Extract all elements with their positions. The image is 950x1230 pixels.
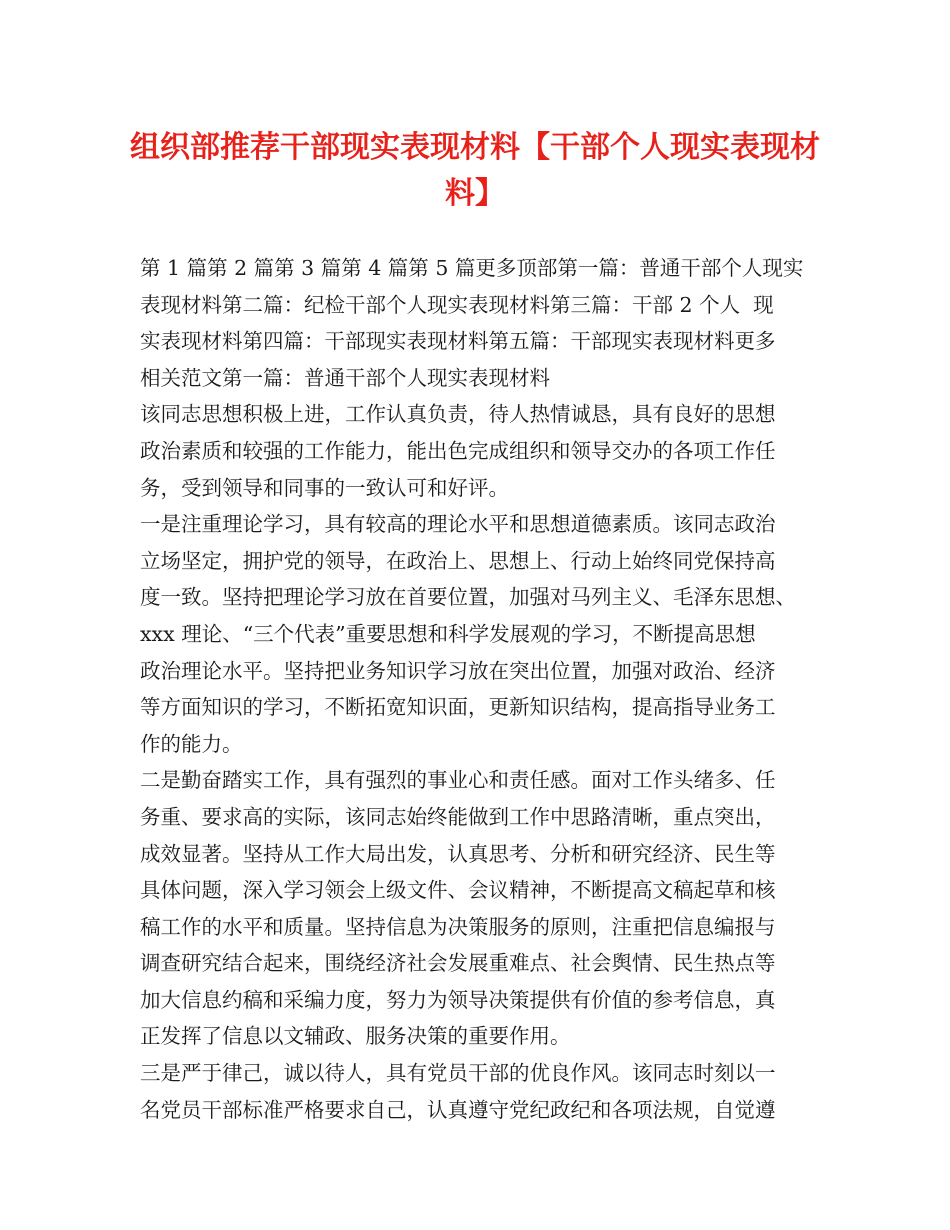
body-line: 度一致。坚持把理论学习放在首要位置，加强对马列主义、毛泽东思想、 (140, 585, 796, 610)
body-line: 政治素质和较强的工作能力，能出色完成组织和领导交办的各项工作任 (140, 438, 776, 463)
document-title (120, 125, 830, 217)
body-line: 表现材料第二篇：纪检干部个人现实表现材料第三篇：干部 2 个人 现 (140, 292, 774, 317)
body-line: xxx 理论、“三个代表”重要思想和科学发展观的学习，不断提高思想 (140, 621, 756, 646)
body-line: 等方面知识的学习，不断拓宽知识面，更新知识结构，提高指导业务工 (140, 695, 776, 720)
title-line-2: 料】 (445, 176, 505, 211)
body-line: 二是勤奋踏实工作，具有强烈的事业心和责任感。面对工作头绪多、任 (140, 768, 776, 793)
body-line: 务重、要求高的实际，该同志始终能做到工作中思路清晰，重点突出， (140, 804, 776, 829)
body-line: 成效显著。坚持从工作大局出发，认真思考、分析和研究经济、民生等 (140, 841, 776, 866)
document-body (140, 250, 820, 1128)
body-line: 立场坚定，拥护党的领导，在政治上、思想上、行动上始终同党保持高 (140, 548, 776, 573)
body-line: 名党员干部标准严格要求自己，认真遵守党纪政纪和各项法规，自觉遵 (140, 1097, 776, 1122)
body-line: 正发挥了信息以文辅政、服务决策的重要作用。 (140, 1024, 571, 1049)
body-line: 调查研究结合起来，围绕经济社会发展重难点、社会舆情、民生热点等 (140, 951, 776, 976)
body-line: 作的能力。 (140, 731, 243, 756)
body-line: 该同志思想积极上进，工作认真负责，待人热情诚恳，具有良好的思想 (140, 402, 776, 427)
body-line: 加大信息约稿和采编力度，努力为领导决策提供有价值的参考信息，真 (140, 987, 776, 1012)
body-line: 政治理论水平。坚持把业务知识学习放在突出位置，加强对政治、经济 (140, 658, 776, 683)
body-line: 第 1 篇第 2 篇第 3 篇第 4 篇第 5 篇更多顶部第一篇：普通干部个人现实 (140, 256, 804, 280)
title-line-1: 组织部推荐干部现实表现材料【干部个人现实表现材 (130, 130, 820, 165)
body-line: 相关范文第一篇：普通干部个人现实表现材料 (140, 365, 550, 390)
body-line: 三是严于律己，诚以待人，具有党员干部的优良作风。该同志时刻以一 (140, 1061, 776, 1086)
body-line: 具体问题，深入学习领会上级文件、会议精神，不断提高文稿起草和核 (140, 878, 776, 903)
body-line: 稿工作的水平和质量。坚持信息为决策服务的原则，注重把信息编报与 (140, 914, 776, 939)
body-line: 务，受到领导和同事的一致认可和好评。 (140, 475, 509, 500)
body-line: 实表现材料第四篇：干部现实表现材料第五篇：干部现实表现材料更多 (140, 329, 776, 354)
body-line: 一是注重理论学习，具有较高的理论水平和思想道德素质。该同志政治 (140, 512, 776, 537)
